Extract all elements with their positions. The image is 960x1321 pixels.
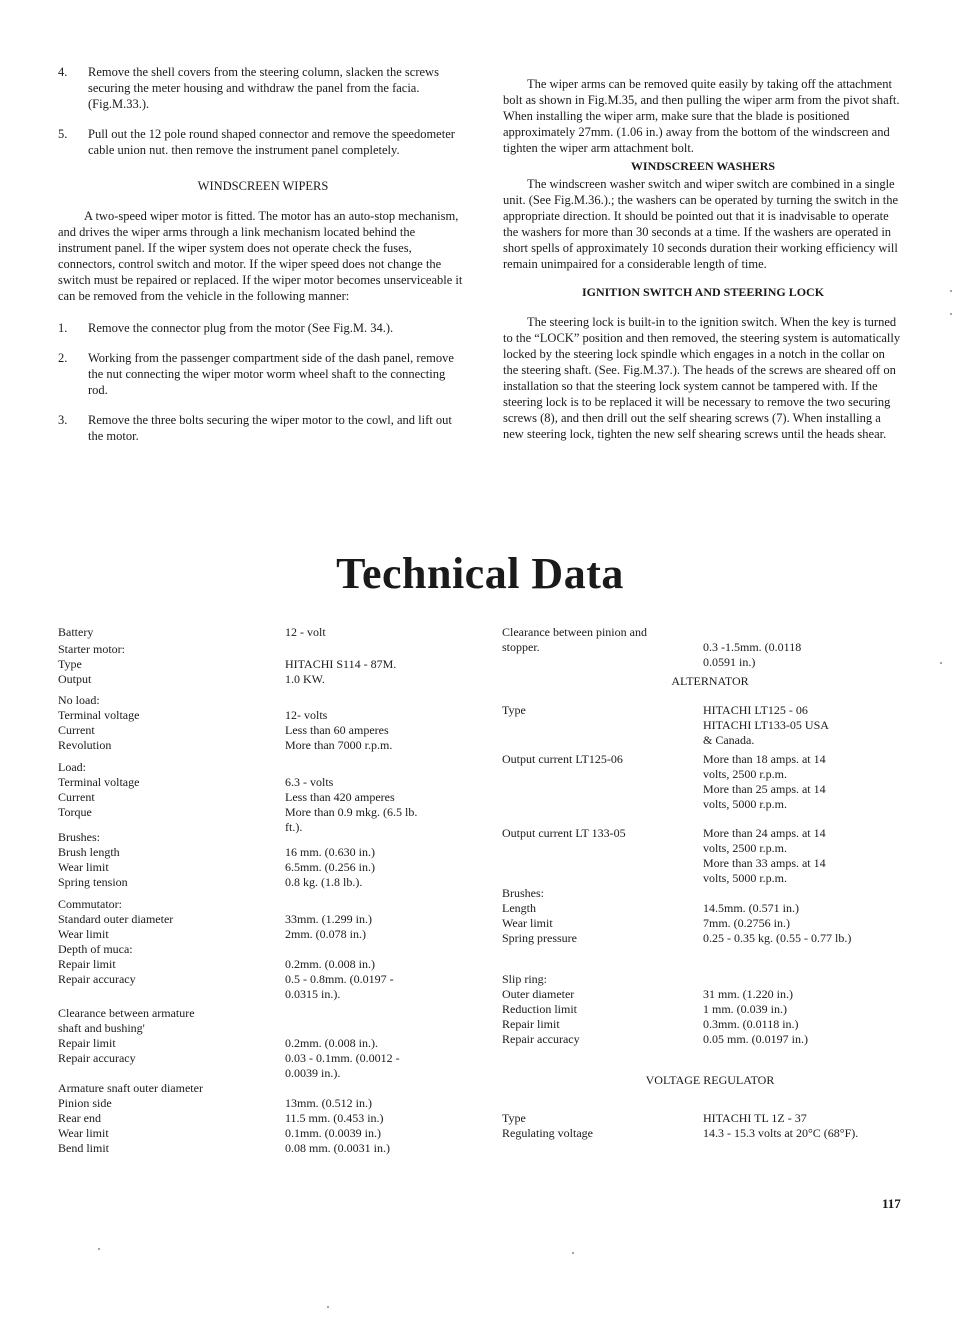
tech-value: 0.2mm. (0.008 in.). 0.03 - 0.1mm. (0.0012 - 0.0039 in.). (285, 1036, 400, 1080)
scan-speck (940, 662, 942, 664)
scan-speck (950, 313, 952, 315)
tech-value: 12 - volt (285, 625, 326, 639)
alternator-heading: ALTERNATOR (671, 674, 749, 688)
scan-speck (327, 1306, 329, 1308)
alt-label: Output current LT125-06 (502, 752, 623, 766)
tech-label: No load: Terminal voltage Current Revolution (58, 693, 140, 752)
alt-label: Brushes: Length Wear limit Spring pressure (502, 886, 577, 945)
step-number: 4. (58, 65, 68, 79)
technical-data-title: Technical Data (336, 549, 624, 598)
step-2 (58, 350, 468, 398)
step-5 (58, 126, 468, 158)
right-column (503, 76, 903, 442)
step-3 (58, 412, 468, 444)
wiper-arms-paragraph: The wiper arms can be removed quite easily by taking off the attachment bolt as shown in Fig.M.35, and then pulling the wiper arm from the pivot shaft. When installing the wiper arm, make sure that the blade is positioned approximately 27mm. (1.06 in.) away from the bottom of the windscreen and tighten the wiper arm attachment bolt. (503, 77, 900, 155)
tech-value: 12- volts Less than 60 amperes More than 7000 r.p.m. (285, 708, 393, 752)
wipers-paragraph: A two-speed wiper motor is fitted. The motor has an auto-stop mechanism, and drives the wiper arms through a link mechanism located behind the instrument panel. If the wiper system does not operate check the fuses, connectors, control switch and motor. If the wiper speed does not change the switch must be repaired or replaced. If the wiper motor becomes unserviceable it can be removed from the vehicle in the following manner: (58, 209, 463, 303)
alt-value: HITACHI LT125 - 06 HITACHI LT133-05 USA & Canada. (703, 703, 829, 747)
alt-value: 31 mm. (1.220 in.) 1 mm. (0.039 in.) 0.3mm. (0.0118 in.) 0.05 mm. (0.0197 in.) (703, 987, 808, 1046)
step-text: Remove the shell covers from the steering column, slacken the screws securing the meter housing and withdraw the panel from the facia. (Fig.M.33.). (88, 65, 439, 111)
tech-label: Brushes: Brush length Wear limit Spring tension (58, 830, 128, 889)
step-number: 3. (58, 413, 68, 427)
step-number: 1. (58, 321, 68, 335)
alt-value: More than 18 amps. at 14 volts, 2500 r.p.m. More than 25 amps. at 14 volts, 5000 r.p.m. (703, 752, 826, 811)
washers-paragraph: The windscreen washer switch and wiper switch are combined in a single unit. (See Fig.M.36.).; the washers can be operated by turning the switch in the appropriate direction. It should be pointed out that it is inadvisable to operate the washers for more than 30 seconds at a time. If the washers are operated in short spells of approximately 10 seconds duration their working efficiency will remain unimpaired for a considerable length of time. (503, 177, 899, 271)
step-text: Pull out the 12 pole round shaped connector and remove the speedometer cable union nut. then remove the instrument panel completely. (88, 127, 455, 157)
scan-speck (98, 1248, 100, 1250)
alt-value: 14.5mm. (0.571 in.) 7mm. (0.2756 in.) 0.25 - 0.35 kg. (0.55 - 0.77 lb.) (703, 901, 852, 945)
step-1 (58, 320, 468, 336)
tech-label: Load: Terminal voltage Current Torque (58, 760, 140, 819)
tech-label: Starter motor: Type Output (58, 642, 125, 686)
clearance-label: Clearance between pinion and stopper. (502, 625, 647, 654)
tech-label: Clearance between armature shaft and bushing' Repair limit Repair accuracy (58, 1006, 195, 1065)
tech-label: Battery (58, 625, 94, 639)
left-column (58, 64, 468, 458)
alt-value: More than 24 amps. at 14 volts, 2500 r.p.m. More than 33 amps. at 14 volts, 5000 r.p.m. (703, 826, 826, 885)
step-text: Working from the passenger compartment side of the dash panel, remove the nut connecting the wiper motor worm wheel shaft to the connecting rod. (88, 351, 454, 397)
tech-value: 13mm. (0.512 in.) 11.5 mm. (0.453 in.) 0.1mm. (0.0039 in.) 0.08 mm. (0.0031 in.) (285, 1096, 390, 1155)
scan-speck (950, 290, 952, 292)
tech-label: Commutator: Standard outer diameter Wear limit Depth of muca: Repair limit Repair accuracy (58, 897, 174, 986)
tech-value: 33mm. (1.299 in.) 2mm. (0.078 in.) 0.2mm. (0.008 in.) 0.5 - 0.8mm. (0.0197 - 0.0315 in.). (285, 912, 394, 1001)
tech-value: HITACHI S114 - 87M. 1.0 KW. (285, 657, 397, 686)
step-text: Remove the three bolts securing the wiper motor to the cowl, and lift out the motor. (88, 413, 452, 443)
tech-value: 6.3 - volts Less than 420 amperes More than 0.9 mkg. (6.5 lb. ft.). (285, 775, 418, 834)
ignition-heading: IGNITION SWITCH AND STEERING LOCK (581, 285, 825, 299)
ignition-paragraph: The steering lock is built-in to the ignition switch. When the key is turned to the “LOCK” position and then removed, the steering system is automatically locked by the steering lock spindle which engages in a notch in the collar on the steering shaft. (See. Fig.M.37.). The heads of the screws are sheared off on installation so that the steering lock system cannot be tampered with. If the steering lock is to be replaced it will be necessary to remove the two securing screws (8), and then drill out the self shearing screws (7). When installing a new steering lock, tighten the new self shearing screws until the heads shear. (503, 315, 901, 441)
windscreen-wipers-heading: WINDSCREEN WIPERS (197, 179, 329, 193)
clearance-value: 0.3 -1.5mm. (0.0118 0.0591 in.) (703, 640, 802, 669)
voltage-regulator-heading: VOLTAGE REGULATOR (645, 1073, 775, 1087)
tech-value: 16 mm. (0.630 in.) 6.5mm. (0.256 in.) 0.8 kg. (1.8 lb.). (285, 845, 375, 889)
reg-label: Type Regulating voltage (502, 1111, 593, 1140)
alt-label: Slip ring: Outer diameter Reduction limit Repair limit Repair accuracy (502, 972, 580, 1046)
reg-value: HITACHI TL 1Z - 37 14.3 - 15.3 volts at 20°C (68°F). (703, 1111, 859, 1140)
scan-speck (572, 1252, 574, 1254)
windscreen-washers-heading: WINDSCREEN WASHERS (630, 159, 776, 173)
alt-label: Type (502, 703, 526, 717)
step-text: Remove the connector plug from the motor (See Fig.M. 34.). (88, 321, 394, 335)
page-number: 117 (882, 1196, 901, 1211)
step-number: 5. (58, 127, 68, 141)
step-number: 2. (58, 351, 68, 365)
tech-label: Armature snaft outer diameter Pinion side Rear end Wear limit Bend limit (58, 1081, 203, 1155)
alt-label: Output current LT 133-05 (502, 826, 626, 840)
step-4 (58, 64, 468, 112)
